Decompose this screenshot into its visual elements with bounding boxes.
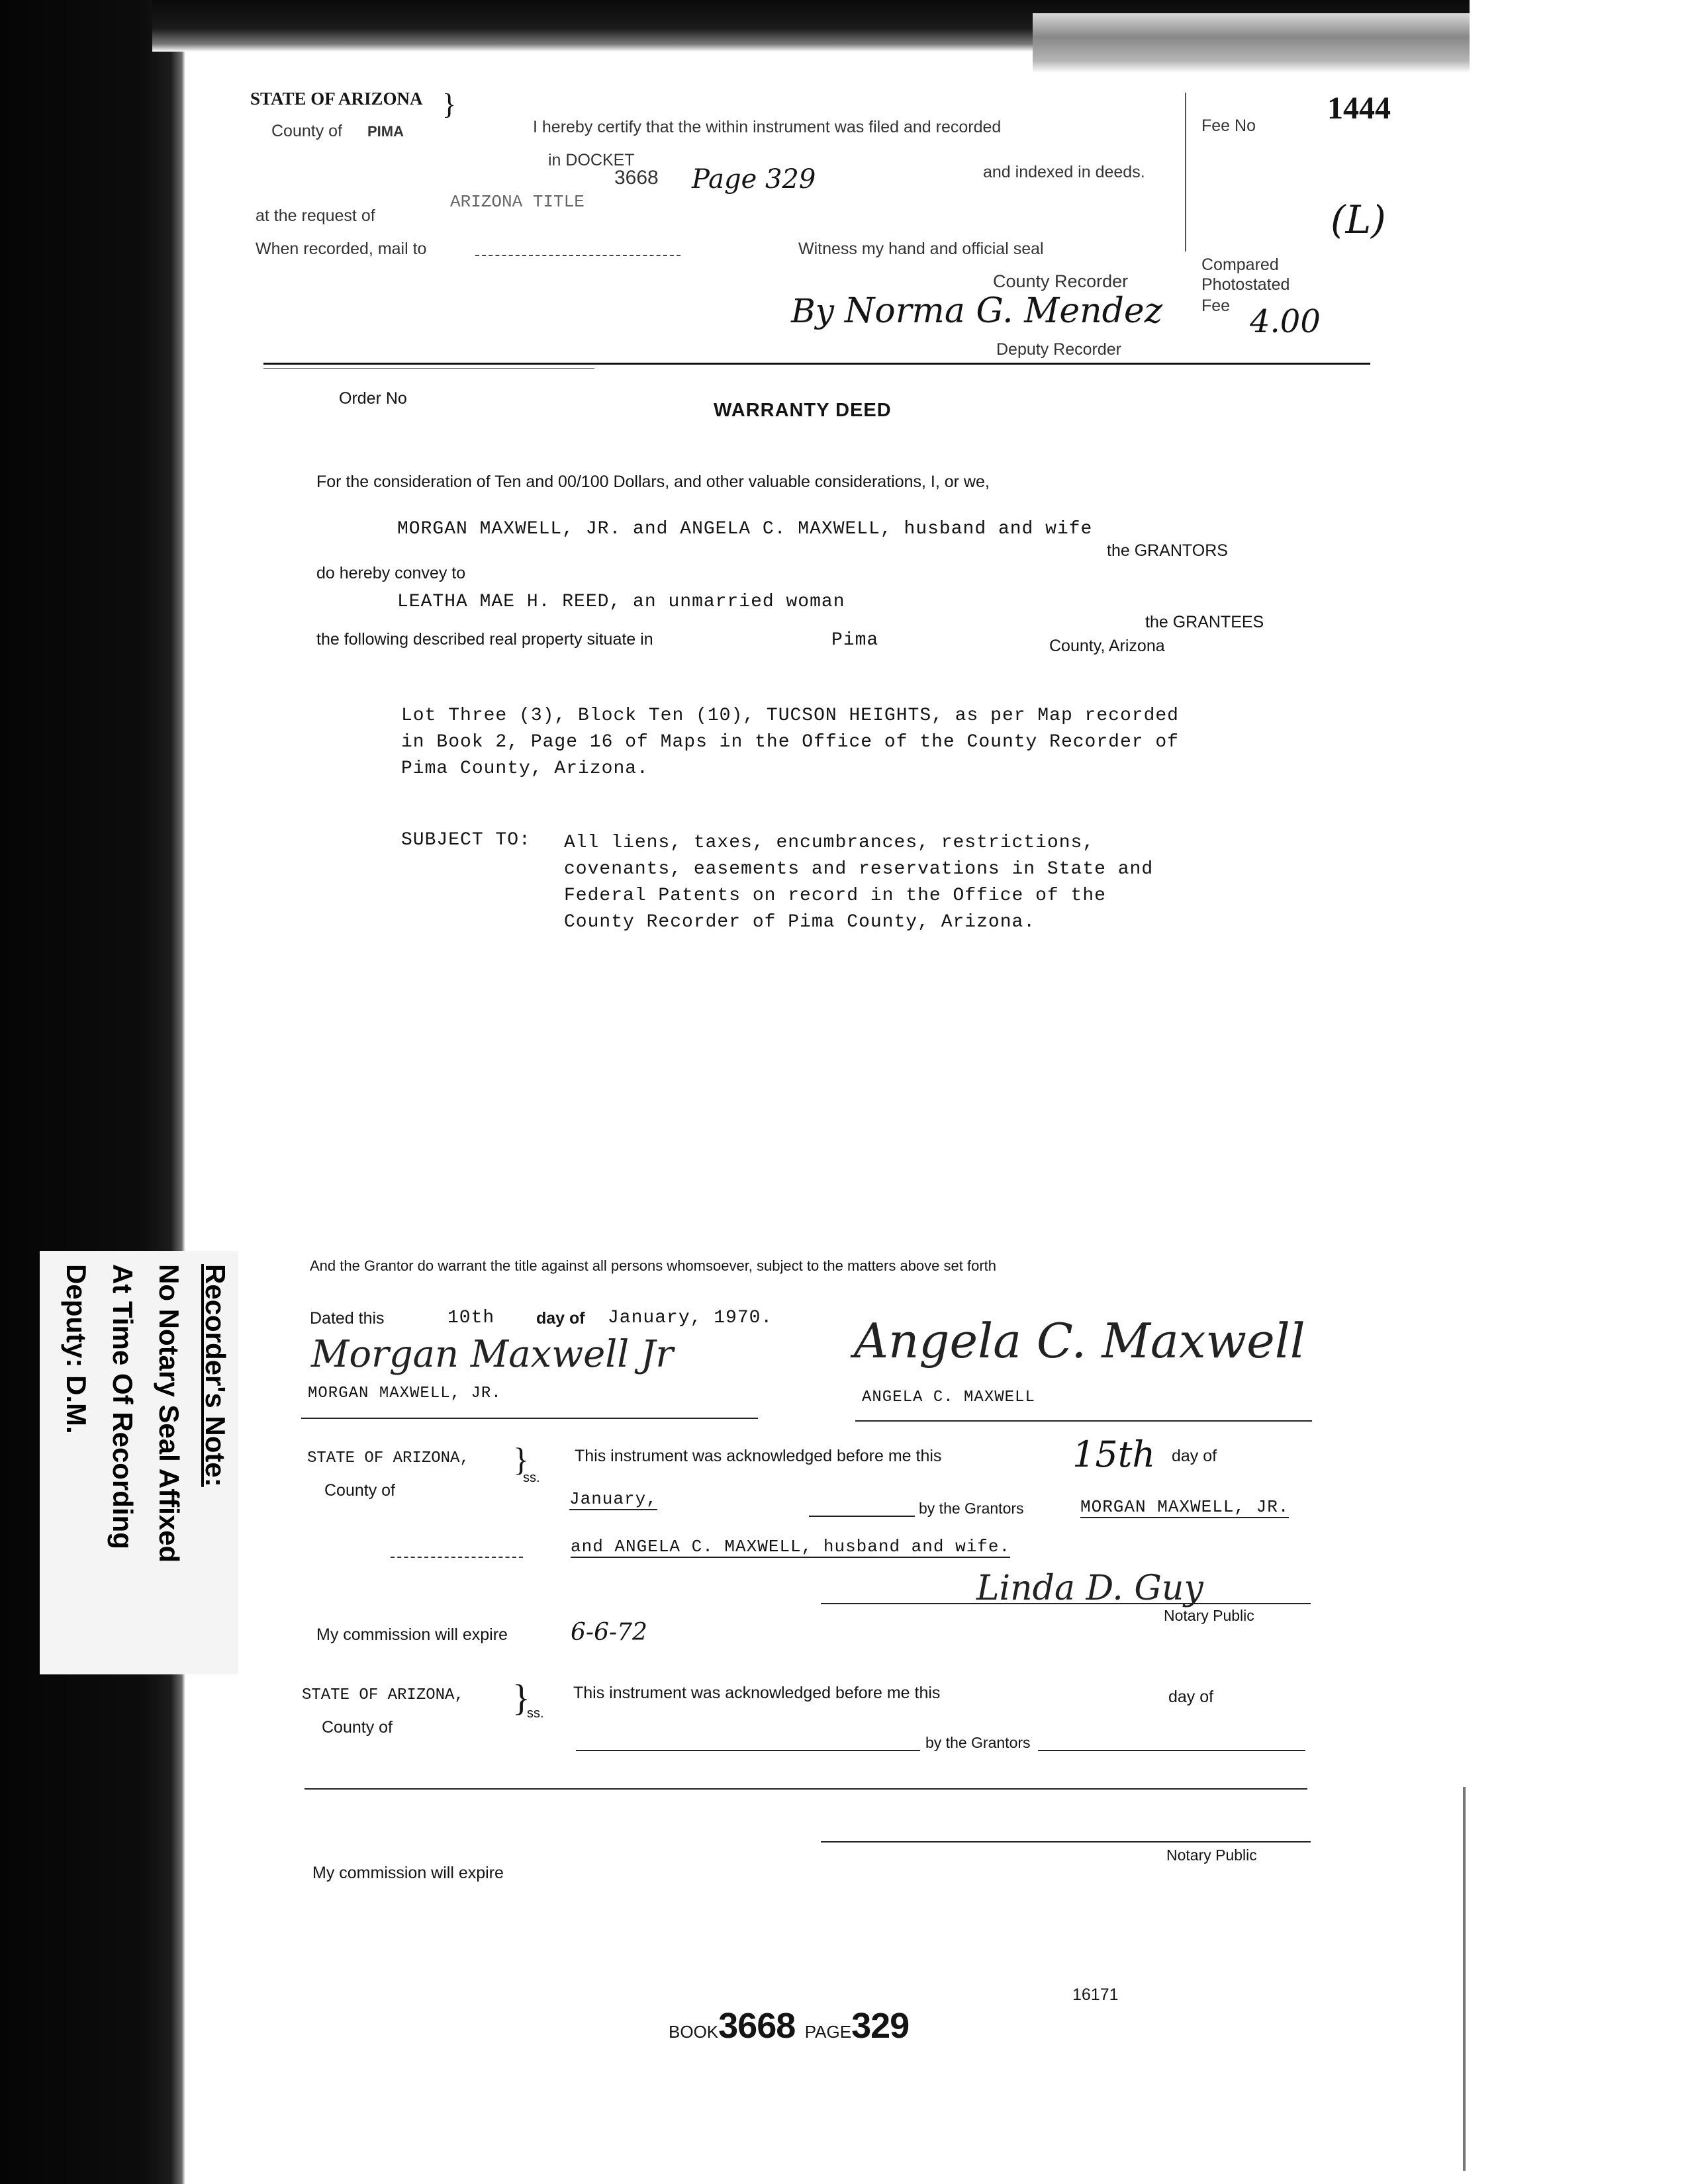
- stamp-deputy-recorder-label: Deputy Recorder: [996, 340, 1121, 359]
- ack1-blank-line: [809, 1516, 915, 1517]
- stamp-witness-text: Witness my hand and official seal: [798, 240, 1044, 258]
- ack2-notary-line: [821, 1841, 1311, 1843]
- signature-2-script: Angela C. Maxwell: [854, 1313, 1305, 1369]
- subject-to-line: All liens, taxes, encumbrances, restrictions,: [564, 833, 1095, 853]
- subject-to-block: [564, 830, 1153, 936]
- stamp-compared-label: Compared: [1201, 255, 1279, 274]
- ack1-day-of: day of: [1172, 1447, 1217, 1465]
- book-label: BOOK: [669, 2022, 719, 2042]
- stamp-fee-amount: 4.00: [1250, 303, 1321, 340]
- ack1-commission-date: 6-6-72: [571, 1619, 647, 1646]
- ack1-notary-line: [821, 1603, 1311, 1604]
- stamp-docket-prefix: in DOCKET: [548, 151, 635, 169]
- stamp-request-value: ARIZONA TITLE: [450, 192, 585, 212]
- header-rule-thin: [263, 368, 594, 369]
- book-number: 3668: [718, 2006, 796, 2046]
- ack2-county-label: County of: [322, 1718, 393, 1737]
- stamp-county-value: PIMA: [367, 123, 404, 140]
- ack1-state-label: STATE OF ARIZONA,: [307, 1449, 469, 1467]
- stamp-divider: [1185, 93, 1186, 251]
- day-of-label: day of: [536, 1309, 585, 1328]
- stamp-state-label: STATE OF ARIZONA: [250, 89, 423, 109]
- signature-1-name: MORGAN MAXWELL, JR.: [308, 1385, 502, 1402]
- recorder-note-sticker: [40, 1251, 238, 1674]
- ack1-county-label: County of: [324, 1481, 396, 1500]
- ack2-notary-public: Notary Public: [1166, 1846, 1257, 1864]
- signature-2-name: ANGELA C. MAXWELL: [862, 1388, 1035, 1406]
- page-label: PAGE: [804, 2022, 852, 2042]
- subject-to-line: County Recorder of Pima County, Arizona.: [564, 912, 1036, 933]
- stamp-fee-label: Fee: [1201, 296, 1231, 315]
- recorder-note-line3: Deputy: D.M.: [61, 1264, 92, 1434]
- subject-to-line: Federal Patents on record in the Office of the: [564, 886, 1106, 906]
- ack1-notary-public: Notary Public: [1164, 1607, 1254, 1624]
- ack2-commission-label: My commission will expire: [312, 1864, 504, 1882]
- ack1-ack-text: This instrument was acknowledged before me this: [575, 1447, 942, 1465]
- stamp-docket-number: 3668: [614, 167, 659, 189]
- stamp-certify-text: I hereby certify that the within instrument was filed and recorded: [533, 118, 1002, 136]
- ack1-by-grantors: by the Grantors: [919, 1500, 1024, 1517]
- recorder-note-line2: At Time Of Recording: [107, 1264, 138, 1549]
- stamp-request-label: at the request of: [256, 206, 375, 225]
- ack2-blank-line-2: [1038, 1750, 1305, 1751]
- signature-2-line: [855, 1420, 1312, 1422]
- ack1-ss: ss.: [523, 1471, 540, 1485]
- legal-description-line: Pima County, Arizona.: [401, 758, 649, 779]
- ack2-ack-text: This instrument was acknowledged before me this: [573, 1684, 941, 1702]
- stamp-fee-no-label: Fee No: [1201, 116, 1256, 135]
- grantors-names: MORGAN MAXWELL, JR. and ANGELA C. MAXWELL, husband and wife: [397, 519, 1093, 539]
- ack1-left-line: [391, 1557, 523, 1558]
- book-page-stamp: [669, 2005, 909, 2046]
- scan-top-edge-right: [1033, 13, 1470, 73]
- stamp-fee-number: 1444: [1327, 91, 1391, 126]
- stamp-county-label: County of: [271, 122, 343, 140]
- grantors-label: the GRANTORS: [1107, 541, 1228, 560]
- signature-1-line: [301, 1418, 758, 1419]
- subject-to-label: SUBJECT TO:: [401, 830, 531, 850]
- grantees-label: the GRANTEES: [1145, 613, 1264, 631]
- header-rule: [263, 363, 1370, 365]
- stamp-page-handwritten: Page 329: [692, 164, 816, 195]
- scan-left-edge: [0, 0, 185, 2184]
- scan-right-edge: [1463, 1787, 1466, 2171]
- stamp-indexed-text: and indexed in deeds.: [983, 163, 1145, 181]
- ack2-day-of: day of: [1168, 1688, 1214, 1706]
- subject-to-line: covenants, easements and reservations in State and: [564, 859, 1154, 880]
- footer-number: 16171: [1072, 1985, 1119, 2004]
- stamp-mail-label: When recorded, mail to: [256, 240, 427, 258]
- legal-description-line: in Book 2, Page 16 of Maps in the Office of the County Recorder of: [401, 732, 1179, 752]
- ack1-and-angela: and ANGELA C. MAXWELL, husband and wife.: [571, 1537, 1011, 1557]
- stamp-mail-line: [475, 255, 680, 256]
- grantee-name: LEATHA MAE H. REED, an unmarried woman: [397, 592, 845, 612]
- ack2-by-grantors: by the Grantors: [925, 1734, 1031, 1751]
- ack1-grantor-names: MORGAN MAXWELL, JR.: [1080, 1497, 1289, 1517]
- property-text: the following described real property situate in: [316, 630, 653, 649]
- stamp-county-recorder-label: County Recorder: [993, 271, 1129, 291]
- ack1-month: January,: [569, 1489, 657, 1509]
- stamp-photostated-label: Photostated: [1201, 275, 1290, 294]
- legal-description-line: Lot Three (3), Block Ten (10), TUCSON HEIGHTS, as per Map recorded: [401, 705, 1179, 726]
- ack2-state-label: STATE OF ARIZONA,: [302, 1686, 464, 1704]
- ack1-brace: }: [513, 1441, 529, 1478]
- stamp-deputy-signature: By Norma G. Mendez: [791, 291, 1163, 331]
- order-no-label: Order No: [339, 389, 407, 408]
- recorder-note-line1: No Notary Seal Affixed: [154, 1264, 185, 1563]
- page-number: 329: [851, 2006, 910, 2046]
- legal-description: [401, 703, 1179, 782]
- ack2-blank-line-3: [305, 1788, 1307, 1790]
- signature-1-script: Morgan Maxwell Jr: [311, 1333, 674, 1376]
- ack2-blank-line-1: [576, 1750, 920, 1751]
- dated-month-year: January, 1970.: [608, 1308, 773, 1328]
- deed-title: WARRANTY DEED: [714, 400, 892, 421]
- ack2-ss: ss.: [527, 1706, 544, 1721]
- ack1-commission-label: My commission will expire: [316, 1625, 508, 1644]
- stamp-brace: }: [442, 88, 457, 120]
- consideration-text: For the consideration of Ten and 00/100 Dollars, and other valuable considerations, I, or we,: [316, 473, 990, 491]
- dated-label: Dated this: [310, 1309, 385, 1328]
- property-county: Pima: [831, 630, 879, 651]
- convey-text: do hereby convey to: [316, 564, 466, 582]
- ack1-day-handwritten: 15th: [1072, 1433, 1156, 1475]
- stamp-margin-mark: (L): [1331, 197, 1386, 242]
- dated-day: 10th: [447, 1308, 495, 1328]
- warrant-text: And the Grantor do warrant the title against all persons whomsoever, subject to the matters above set forth: [310, 1257, 996, 1274]
- ack2-brace: }: [512, 1678, 530, 1719]
- ack1-notary-signature: Linda D. Guy: [976, 1569, 1203, 1608]
- county-arizona: County, Arizona: [1049, 637, 1165, 655]
- recorder-note-title: Recorder's Note:: [200, 1264, 231, 1487]
